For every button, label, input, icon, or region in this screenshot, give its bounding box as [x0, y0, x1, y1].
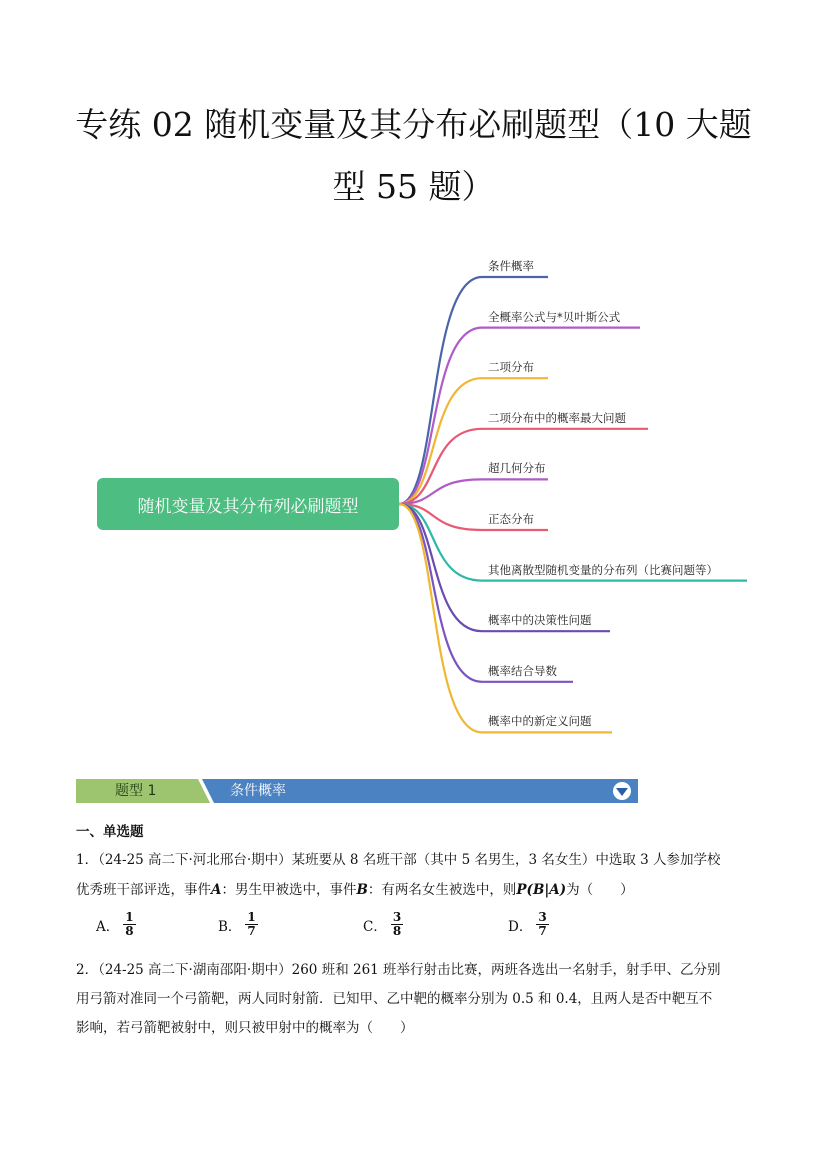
mind-map-branch-label: 二项分布 — [488, 360, 534, 375]
mind-map-branch-label: 概率中的决策性问题 — [488, 613, 592, 628]
mind-map-root: 随机变量及其分布列必刷题型 — [97, 478, 399, 530]
section-name: 条件概率 — [230, 783, 286, 799]
page-title-line1: 专练 02 随机变量及其分布必刷题型（10 大题 — [75, 105, 752, 144]
mind-map-branch-label: 概率中的新定义问题 — [488, 714, 592, 729]
section-tag: 题型 1 — [115, 783, 157, 799]
q2-line2: 用弓箭对准同一个弓箭靶，两人同时射箭．已知甲、乙中靶的概率分别为 0.5 和 0.4，且两人是否中靶互不 — [76, 991, 713, 1007]
mind-map-branch-label: 全概率公式与*贝叶斯公式 — [488, 309, 621, 324]
q2-line3: 影响，若弓箭靶被射中，则只被甲射中的概率为（ ） — [76, 1020, 414, 1036]
mind-map-branch-label: 条件概率 — [488, 259, 534, 273]
q1-line1: 1．（24-25 高二下·河北邢台·期中）某班要从 8 名班干部（其中 5 名男生，3 名女生）中选取 3 人参加学校 — [76, 852, 721, 868]
mind-map-branch-label: 正态分布 — [488, 512, 534, 526]
mind-map-branch-label: 其他离散型随机变量的分布列（比赛问题等） — [488, 562, 718, 577]
q1-option-b[interactable]: B． $\frac{1}{7}$ — [218, 910, 256, 939]
mind-map-branch-label: 超几何分布 — [488, 461, 546, 476]
q1-line2: 优秀班干部评选，事件A：男生甲被选中，事件B：有两名女生被选中，则P(B|A)为（ ） — [76, 882, 634, 898]
page-title-line2: 型 55 题） — [332, 167, 495, 206]
q1-option-a[interactable]: A． $\frac{1}{8}$ — [96, 910, 134, 939]
mind-map-branch-label: 概率结合导数 — [488, 663, 557, 678]
section-bar — [76, 779, 638, 803]
heading-single-choice: 一、单选题 — [76, 824, 144, 840]
q1-option-c[interactable]: C． $\frac{3}{8}$ — [363, 910, 402, 939]
q1-option-d[interactable]: D． $\frac{3}{7}$ — [508, 910, 547, 939]
mind-map-branch-line — [399, 378, 548, 504]
q2-line1: 2．（24-25 高二下·湖南邵阳·期中）260 班和 261 班举行射击比赛，两班各选出一名射手，射手甲、乙分别 — [76, 962, 721, 978]
mind-map-branch-label: 二项分布中的概率最大问题 — [488, 410, 626, 425]
